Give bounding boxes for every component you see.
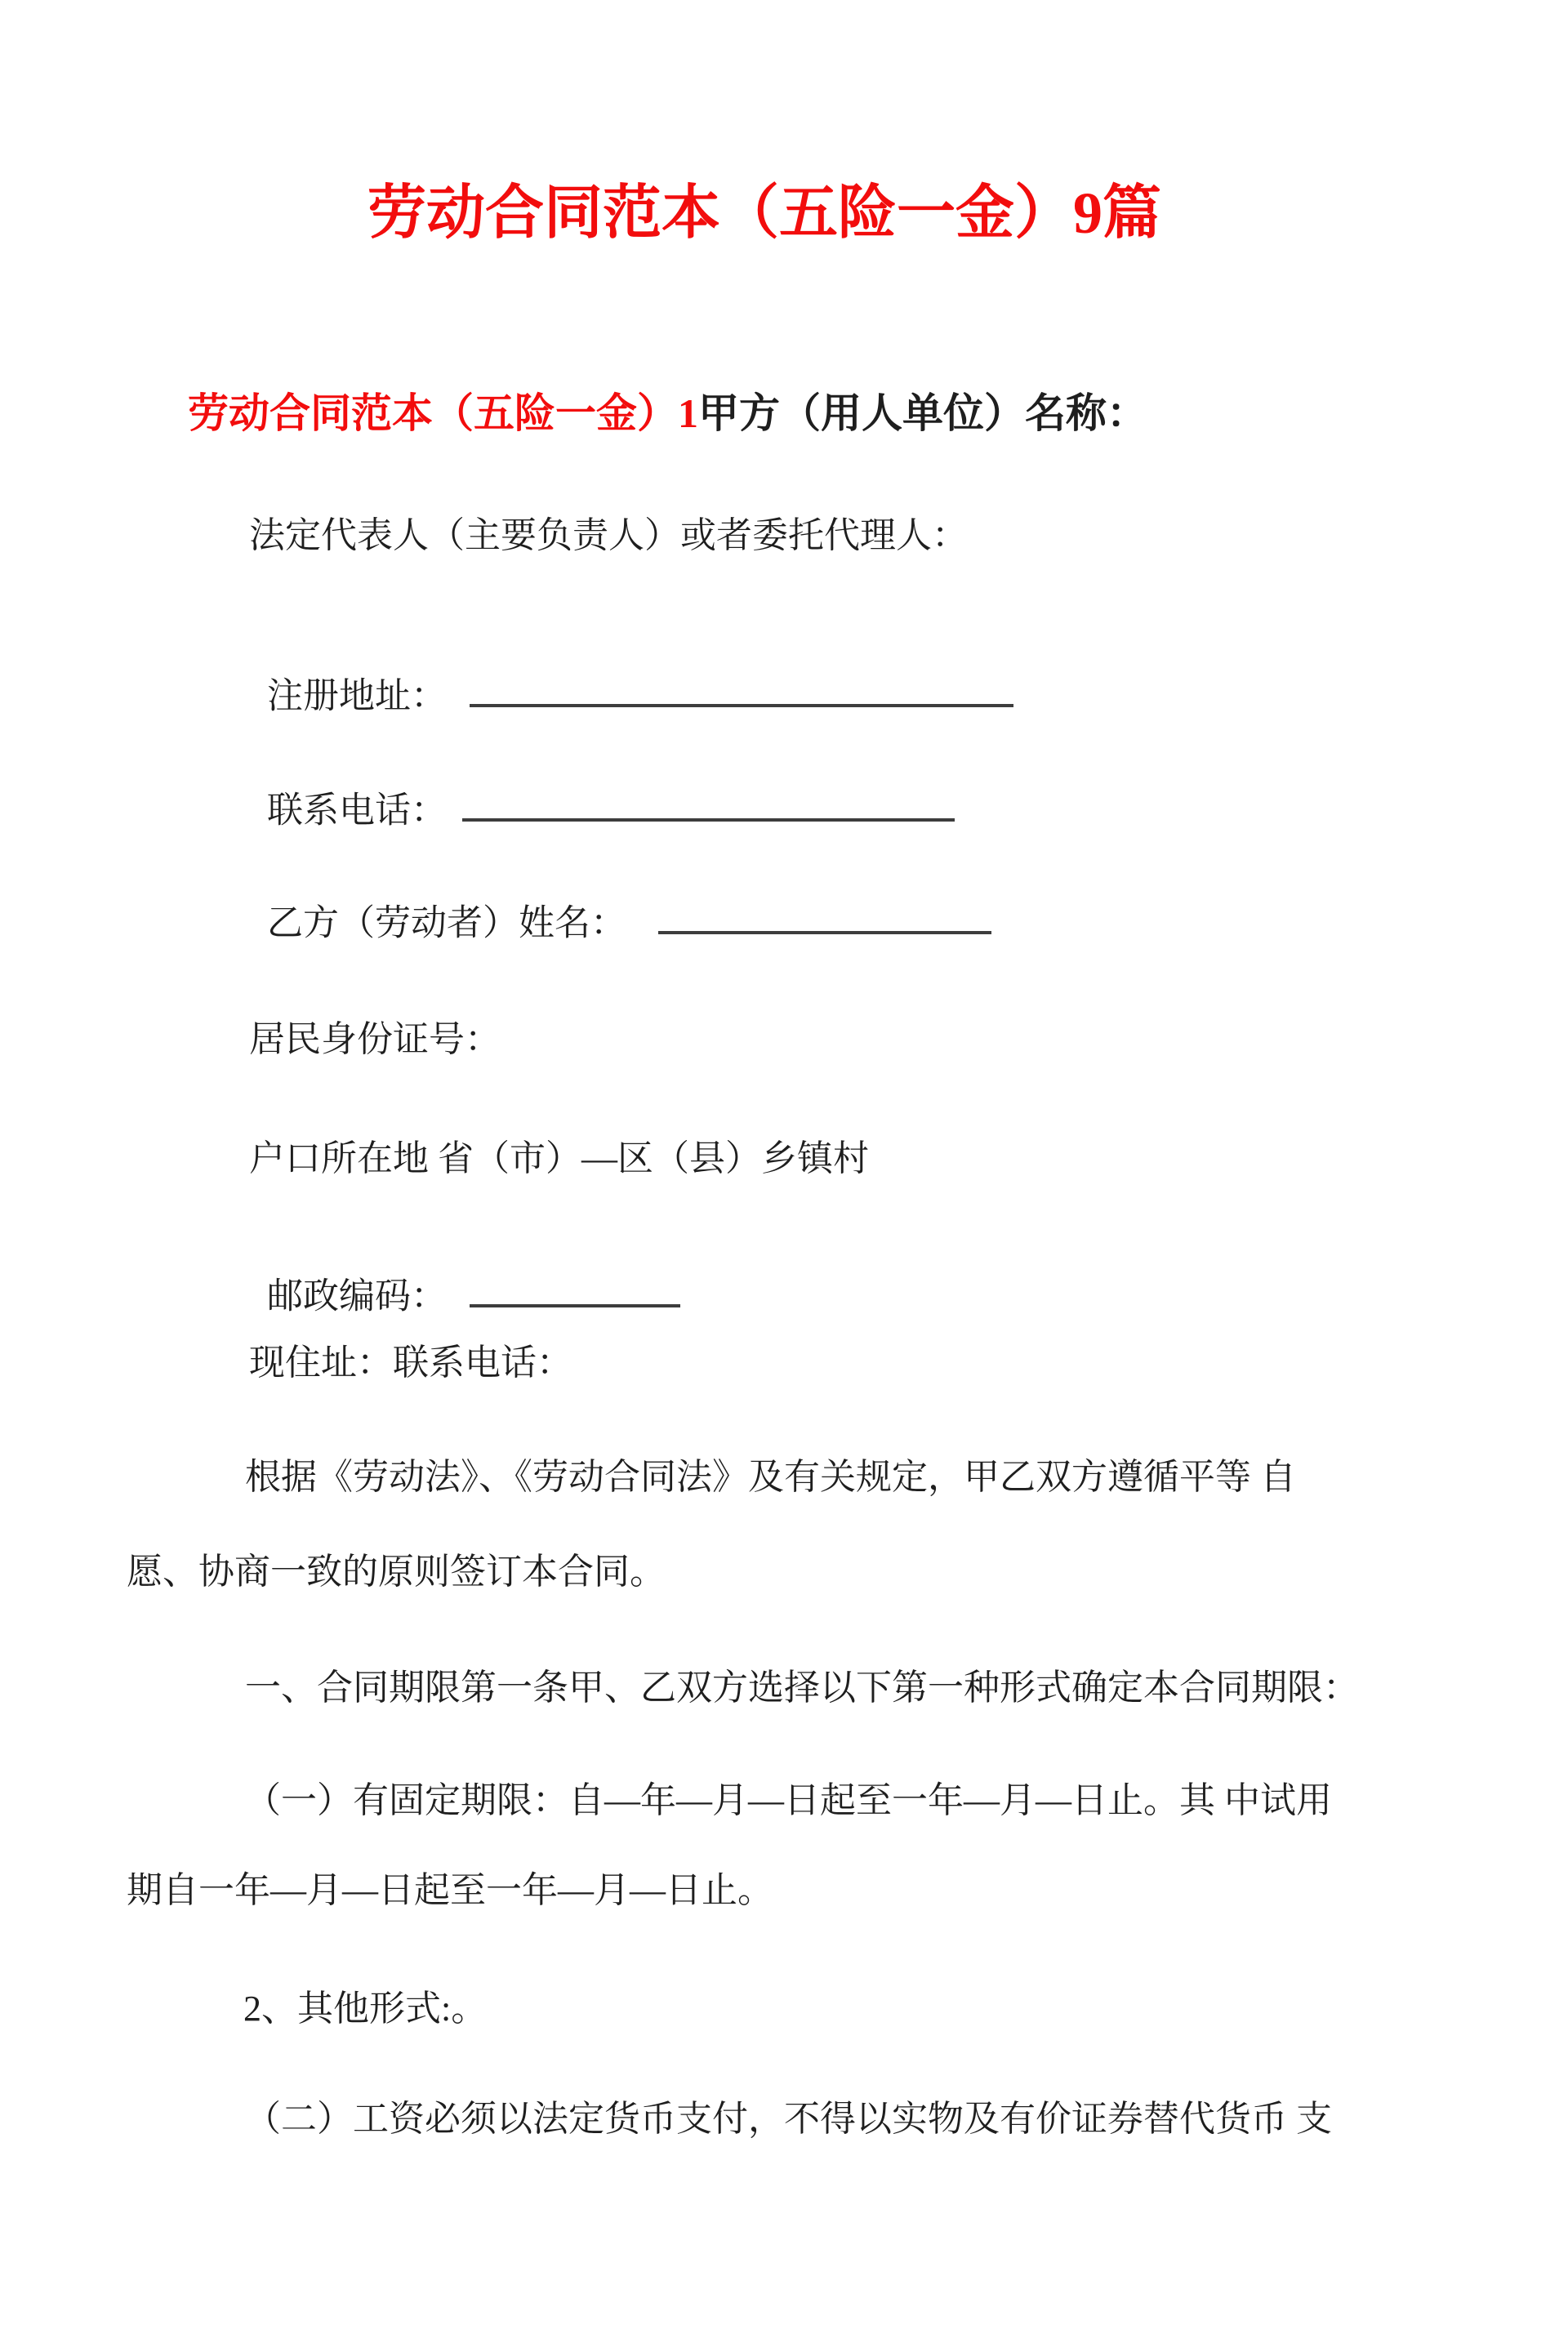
subheading-black-text: 甲方（用人单位）名称： — [698, 390, 1147, 436]
paragraph-legal-basis-line2: 愿、协商一致的原则签订本合同。 — [127, 1552, 666, 1592]
registered-address-blank-underline — [470, 673, 1013, 708]
party-b-name-blank-underline — [658, 900, 991, 935]
line-fixed-term-clause-1: （一）有固定期限：自—年—月—日起至一年—月—日止。其 中试用 — [245, 1780, 1332, 1820]
document-title: 劳动合同范本（五险一金）9篇 — [368, 180, 1162, 246]
contact-phone-label: 联系电话： — [267, 790, 447, 831]
party-b-name-label: 乙方（劳动者）姓名： — [267, 902, 626, 943]
line-contract-term-heading: 一、合同期限第一条甲、乙双方选择以下第一种形式确定本合同期限： — [245, 1668, 1359, 1708]
line-wage-clause: （二）工资必须以法定货币支付，不得以实物及有价证券替代货币 支 — [245, 2099, 1332, 2139]
subheading-red-text: 劳动合同范本（五险一金）1 — [188, 390, 698, 436]
line-fixed-term-clause-2: 期自一年—月—日起至一年—月—日止。 — [127, 1870, 773, 1910]
line-household-registration: 户口所在地 省（市）—区（县）乡镇村 — [249, 1138, 869, 1178]
line-current-address-phone: 现住址：联系电话： — [249, 1343, 572, 1383]
section-subheading — [167, 346, 1147, 436]
registered-address-label: 注册地址： — [267, 675, 447, 716]
postal-code-label: 邮政编码： — [267, 1276, 447, 1316]
line-id-number: 居民身份证号： — [249, 1019, 501, 1059]
line-postal-code — [249, 1232, 680, 1317]
line-party-b-name — [249, 858, 991, 944]
line-contact-phone — [249, 746, 955, 831]
paragraph-legal-basis-line1: 根据《劳动法》、《劳动合同法》及有关规定，甲乙双方遵循平等 自 — [245, 1457, 1296, 1497]
contact-phone-blank-underline — [462, 787, 955, 822]
line-registered-address — [249, 631, 1013, 717]
line-legal-representative: 法定代表人（主要负责人）或者委托代理人： — [249, 515, 968, 555]
line-other-form: 2、其他形式:。 — [243, 1989, 488, 2029]
postal-code-blank-underline — [470, 1273, 680, 1308]
